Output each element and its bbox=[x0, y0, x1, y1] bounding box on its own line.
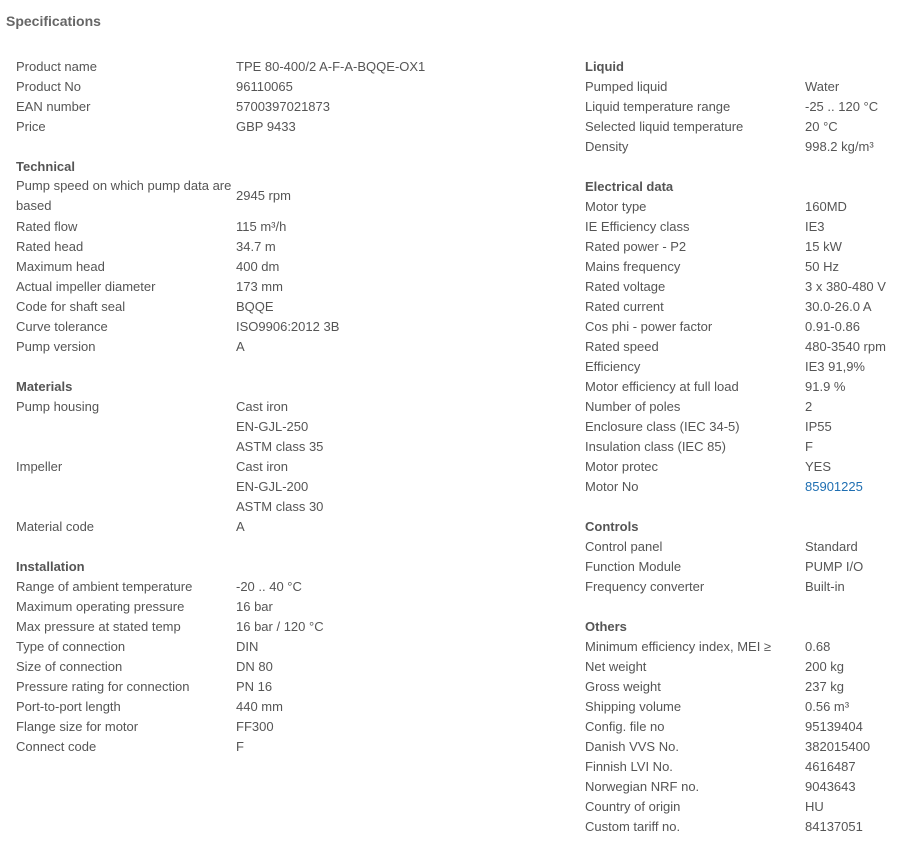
spec-label: Connect code bbox=[16, 739, 97, 754]
spec-label: Norwegian NRF no. bbox=[585, 779, 700, 794]
spec-value: 160MD bbox=[805, 199, 847, 214]
spec-row-rated-voltage bbox=[585, 277, 915, 297]
spec-label: Maximum head bbox=[16, 259, 105, 274]
spec-value: 4616487 bbox=[805, 759, 856, 774]
spec-label: Finnish LVI No. bbox=[585, 759, 673, 774]
spec-value: 5700397021873 bbox=[236, 99, 330, 114]
spec-value: Cast iron bbox=[236, 399, 289, 414]
spec-value: 2945 rpm bbox=[236, 188, 291, 203]
spec-value-group bbox=[805, 817, 863, 837]
spec-row-maximum-operating-pressure bbox=[16, 597, 576, 617]
spec-label: Material code bbox=[16, 519, 95, 534]
spec-value: 3 x 380-480 V bbox=[805, 279, 886, 294]
spec-row-motor-no bbox=[585, 477, 915, 497]
section-heading: Materials bbox=[16, 379, 73, 394]
spec-value: A bbox=[236, 339, 245, 354]
spec-row-rated-head bbox=[16, 237, 576, 257]
spec-row-flange-size-for-motor bbox=[16, 717, 576, 737]
spec-row-shipping-volume bbox=[585, 697, 915, 717]
spec-value-group bbox=[805, 777, 856, 797]
spec-row-pump-version bbox=[16, 337, 576, 357]
spec-value-group bbox=[805, 137, 874, 157]
spec-value-group bbox=[236, 397, 323, 457]
spec-value: 95139404 bbox=[805, 719, 863, 734]
spec-label: Liquid temperature range bbox=[585, 99, 731, 114]
spec-value: IE3 bbox=[805, 219, 825, 234]
spec-label: Code for shaft seal bbox=[16, 299, 126, 314]
spec-value-group bbox=[236, 257, 279, 277]
spec-label: Minimum efficiency index, MEI ≥ bbox=[585, 639, 772, 654]
spec-row-cos-phi-power-factor bbox=[585, 317, 915, 337]
spec-value-group bbox=[805, 117, 838, 137]
spec-value-group bbox=[236, 97, 330, 117]
spec-value-group bbox=[236, 457, 323, 517]
spec-label: Actual impeller diameter bbox=[16, 279, 156, 294]
spec-row-type-of-connection bbox=[16, 637, 576, 657]
spec-value-group bbox=[236, 277, 283, 297]
spec-value-group bbox=[805, 477, 863, 497]
spec-value-group bbox=[805, 417, 832, 437]
spec-row-custom-tariff-no bbox=[585, 817, 915, 837]
spec-value: 20 °C bbox=[805, 119, 838, 134]
spec-value-group bbox=[805, 577, 845, 597]
spec-label: Pump version bbox=[16, 339, 96, 354]
spec-value: IE3 91,9% bbox=[805, 359, 865, 374]
section-heading: Technical bbox=[16, 159, 76, 174]
spec-value-group bbox=[805, 277, 886, 297]
spec-value: F bbox=[805, 439, 813, 454]
spec-value: ISO9906:2012 3B bbox=[236, 319, 340, 334]
section-others bbox=[585, 617, 915, 837]
spec-label: Max pressure at stated temp bbox=[16, 619, 181, 634]
section-heading: Installation bbox=[16, 559, 85, 574]
section-electrical-data bbox=[585, 177, 915, 497]
spec-label: Port-to-port length bbox=[16, 699, 121, 714]
spec-value: 115 m³/h bbox=[236, 219, 287, 234]
spec-row-ie-efficiency-class bbox=[585, 217, 915, 237]
page-title: Specifications bbox=[6, 13, 101, 29]
spec-value-group bbox=[805, 697, 849, 717]
spec-row-port-to-port-length bbox=[16, 697, 576, 717]
spec-value-group bbox=[805, 377, 845, 397]
spec-value: 237 kg bbox=[805, 679, 845, 694]
spec-label: Motor No bbox=[585, 479, 639, 494]
motor-no-link[interactable]: 85901225 bbox=[805, 479, 863, 494]
spec-value-group bbox=[236, 517, 245, 537]
spec-label: Insulation class (IEC 85) bbox=[585, 439, 726, 454]
spec-value: Cast iron bbox=[236, 459, 289, 474]
spec-value-group bbox=[805, 217, 825, 237]
spec-value: 480-3540 rpm bbox=[805, 339, 886, 354]
spec-value-group bbox=[805, 457, 831, 477]
spec-value: ASTM class 35 bbox=[236, 439, 324, 454]
spec-label: Motor type bbox=[585, 199, 647, 214]
spec-value: DN 80 bbox=[236, 659, 273, 674]
spec-value: ASTM class 30 bbox=[236, 499, 324, 514]
spec-value: EN-GJL-200 bbox=[236, 479, 309, 494]
spec-value-group bbox=[805, 717, 863, 737]
spec-value-group bbox=[805, 337, 886, 357]
spec-row-size-of-connection bbox=[16, 657, 576, 677]
spec-value-group bbox=[805, 357, 865, 377]
spec-label: Product No bbox=[16, 79, 82, 94]
spec-row-impeller bbox=[16, 457, 576, 517]
spec-value: -25 .. 120 °C bbox=[805, 99, 879, 114]
spec-row-motor-protec bbox=[585, 457, 915, 477]
spec-label: IE Efficiency class bbox=[585, 219, 690, 234]
spec-label: Pressure rating for connection bbox=[16, 679, 190, 694]
spec-row-code-for-shaft-seal bbox=[16, 297, 576, 317]
spec-row-gross-weight bbox=[585, 677, 915, 697]
spec-label: Flange size for motor bbox=[16, 719, 139, 734]
spec-value-group bbox=[236, 737, 244, 757]
spec-row-connect-code bbox=[16, 737, 576, 757]
spec-row-control-panel bbox=[585, 537, 915, 557]
spec-row-curve-tolerance bbox=[16, 317, 576, 337]
spec-row-efficiency bbox=[585, 357, 915, 377]
section-materials bbox=[16, 377, 576, 537]
spec-value-group bbox=[236, 297, 274, 317]
spec-row-function-module bbox=[585, 557, 915, 577]
spec-row-range-of-ambient-temperature bbox=[16, 577, 576, 597]
spec-value-group bbox=[236, 717, 274, 737]
spec-row-density bbox=[585, 137, 915, 157]
left-column bbox=[16, 57, 576, 777]
spec-row-rated-speed bbox=[585, 337, 915, 357]
spec-label: Danish VVS No. bbox=[585, 739, 679, 754]
spec-value: 0.91-0.86 bbox=[805, 319, 860, 334]
section-liquid bbox=[585, 57, 915, 157]
spec-label: Net weight bbox=[585, 659, 647, 674]
spec-value: IP55 bbox=[805, 419, 832, 434]
spec-value: 173 mm bbox=[236, 279, 283, 294]
spec-label: Rated head bbox=[16, 239, 84, 254]
spec-value-group bbox=[805, 397, 812, 417]
spec-label: Enclosure class (IEC 34-5) bbox=[585, 419, 740, 434]
spec-value: 400 dm bbox=[236, 259, 280, 274]
spec-value: TPE 80-400/2 A-F-A-BQQE-OX1 bbox=[236, 59, 426, 74]
right-column bbox=[585, 57, 915, 857]
spec-row-norwegian-nrf-no bbox=[585, 777, 915, 797]
spec-value-group bbox=[236, 337, 245, 357]
spec-value: Standard bbox=[805, 539, 858, 554]
spec-row-rated-power-p2 bbox=[585, 237, 915, 257]
spec-value-group bbox=[805, 297, 872, 317]
spec-value: PN 16 bbox=[236, 679, 273, 694]
spec-value: 15 kW bbox=[805, 239, 842, 254]
spec-value: 0.56 m³ bbox=[805, 699, 850, 714]
spec-label: Config. file no bbox=[585, 719, 665, 734]
spec-value-group bbox=[805, 257, 839, 277]
spec-value: 440 mm bbox=[236, 699, 283, 714]
spec-row-product-name bbox=[16, 57, 576, 77]
spec-label: Cos phi - power factor bbox=[585, 319, 713, 334]
spec-value-group bbox=[805, 77, 839, 97]
spec-value: 16 bar / 120 °C bbox=[236, 619, 324, 634]
spec-label: Impeller bbox=[16, 459, 63, 474]
spec-value-group bbox=[805, 437, 813, 457]
spec-value-group bbox=[236, 117, 296, 137]
spec-value-group bbox=[805, 797, 824, 817]
spec-value-group bbox=[236, 657, 273, 677]
section-general bbox=[16, 57, 576, 137]
spec-row-insulation-class-iec-85 bbox=[585, 437, 915, 457]
spec-value-group bbox=[805, 97, 878, 117]
spec-label: Motor protec bbox=[585, 459, 658, 474]
spec-row-selected-liquid-temperature bbox=[585, 117, 915, 137]
spec-label: Type of connection bbox=[16, 639, 126, 654]
spec-label: Function Module bbox=[585, 559, 682, 574]
spec-label: Pumped liquid bbox=[585, 79, 668, 94]
spec-label: Maximum operating pressure bbox=[16, 599, 185, 614]
spec-label: Rated power - P2 bbox=[585, 239, 687, 254]
spec-label: Range of ambient temperature bbox=[16, 579, 193, 594]
spec-label: Pump housing bbox=[16, 399, 100, 414]
spec-label: Gross weight bbox=[585, 679, 661, 694]
spec-value-group bbox=[236, 237, 276, 257]
section-technical bbox=[16, 157, 576, 357]
spec-value: -20 .. 40 °C bbox=[236, 579, 302, 594]
spec-row-actual-impeller-diameter bbox=[16, 277, 576, 297]
spec-value-group bbox=[805, 537, 858, 557]
spec-value: 0.68 bbox=[805, 639, 831, 654]
spec-row-price bbox=[16, 117, 576, 137]
section-installation bbox=[16, 557, 576, 757]
spec-value: FF300 bbox=[236, 719, 274, 734]
spec-label: Number of poles bbox=[585, 399, 681, 414]
spec-row-danish-vvs-no bbox=[585, 737, 915, 757]
spec-row-number-of-poles bbox=[585, 397, 915, 417]
spec-value: 2 bbox=[805, 399, 813, 414]
spec-row-ean-number bbox=[16, 97, 576, 117]
spec-value: 30.0-26.0 A bbox=[805, 299, 872, 314]
spec-value: 91.9 % bbox=[805, 379, 846, 394]
spec-row-motor-type bbox=[585, 197, 915, 217]
spec-value: GBP 9433 bbox=[236, 119, 296, 134]
spec-value-group bbox=[236, 697, 283, 717]
spec-value: PUMP I/O bbox=[805, 559, 864, 574]
spec-value: YES bbox=[805, 459, 832, 474]
section-controls bbox=[585, 517, 915, 597]
spec-label: EAN number bbox=[16, 99, 91, 114]
spec-value: A bbox=[236, 519, 245, 534]
spec-value-group bbox=[236, 617, 324, 637]
spec-row-net-weight bbox=[585, 657, 915, 677]
spec-row-maximum-head bbox=[16, 257, 576, 277]
spec-row-product-no bbox=[16, 77, 576, 97]
spec-value: BQQE bbox=[236, 299, 274, 314]
spec-value-group bbox=[805, 757, 856, 777]
spec-label: Efficiency bbox=[585, 359, 641, 374]
spec-value: 96110065 bbox=[236, 79, 293, 94]
spec-row-pump-housing bbox=[16, 397, 576, 457]
spec-value: DIN bbox=[236, 639, 259, 654]
spec-label: Product name bbox=[16, 59, 97, 74]
spec-label: Rated current bbox=[585, 299, 664, 314]
spec-label: Selected liquid temperature bbox=[585, 119, 744, 134]
spec-row-pumped-liquid bbox=[585, 77, 915, 97]
spec-row-motor-efficiency-at-full-load bbox=[585, 377, 915, 397]
spec-value: F bbox=[236, 739, 244, 754]
spec-value: 84137051 bbox=[805, 819, 863, 834]
spec-value-group bbox=[805, 557, 863, 577]
spec-row-finnish-lvi-no bbox=[585, 757, 915, 777]
spec-label: Curve tolerance bbox=[16, 319, 108, 334]
spec-label: Rated speed bbox=[585, 339, 659, 354]
spec-value-group bbox=[805, 237, 842, 257]
spec-label: Shipping volume bbox=[585, 699, 682, 714]
section-heading: Controls bbox=[585, 519, 639, 534]
spec-value: 200 kg bbox=[805, 659, 845, 674]
section-heading: Electrical data bbox=[585, 179, 674, 194]
spec-row-material-code bbox=[16, 517, 576, 537]
spec-row-liquid-temperature-range bbox=[585, 97, 915, 117]
spec-row-country-of-origin bbox=[585, 797, 915, 817]
spec-label: Price bbox=[16, 119, 46, 134]
spec-value-group bbox=[236, 577, 302, 597]
spec-value-group bbox=[236, 597, 273, 617]
spec-label: Size of connection bbox=[16, 659, 123, 674]
spec-value-group bbox=[805, 737, 870, 757]
spec-value: EN-GJL-250 bbox=[236, 419, 309, 434]
spec-row-rated-current bbox=[585, 297, 915, 317]
spec-value-group bbox=[805, 637, 830, 657]
spec-row-enclosure-class-iec-34-5 bbox=[585, 417, 915, 437]
spec-value-group bbox=[236, 637, 258, 657]
spec-value-group bbox=[236, 677, 272, 697]
spec-value: 34.7 m bbox=[236, 239, 276, 254]
spec-label: Country of origin bbox=[585, 799, 681, 814]
spec-row-pump-speed-on-which-pump-data-are-based bbox=[16, 177, 576, 215]
spec-label: Density bbox=[585, 139, 629, 154]
spec-value-group bbox=[236, 217, 286, 237]
spec-label: Control panel bbox=[585, 539, 663, 554]
spec-value: Built-in bbox=[805, 579, 845, 594]
spec-value-group bbox=[236, 317, 339, 337]
spec-value: HU bbox=[805, 799, 824, 814]
spec-value: 9043643 bbox=[805, 779, 856, 794]
spec-value-group bbox=[805, 317, 860, 337]
spec-row-mains-frequency bbox=[585, 257, 915, 277]
spec-value: Water bbox=[805, 79, 840, 94]
spec-row-max-pressure-at-stated-temp bbox=[16, 617, 576, 637]
spec-value-group bbox=[805, 657, 844, 677]
spec-row-pressure-rating-for-connection bbox=[16, 677, 576, 697]
spec-value-group bbox=[236, 77, 293, 97]
spec-row-rated-flow bbox=[16, 217, 576, 237]
spec-value: 50 Hz bbox=[805, 259, 839, 274]
spec-label: Mains frequency bbox=[585, 259, 681, 274]
spec-value-group bbox=[805, 677, 844, 697]
spec-label: Motor efficiency at full load bbox=[585, 379, 739, 394]
spec-label: Rated flow bbox=[16, 219, 78, 234]
spec-value-group bbox=[236, 186, 291, 206]
spec-value-group bbox=[805, 197, 847, 217]
spec-row-config-file-no bbox=[585, 717, 915, 737]
spec-value: 382015400 bbox=[805, 739, 871, 754]
spec-label: Pump speed on which pump data are based bbox=[16, 178, 232, 213]
spec-row-frequency-converter bbox=[585, 577, 915, 597]
spec-label: Custom tariff no. bbox=[585, 819, 681, 834]
spec-label: Rated voltage bbox=[585, 279, 666, 294]
spec-row-minimum-efficiency-index-mei bbox=[585, 637, 915, 657]
spec-label: Frequency converter bbox=[585, 579, 705, 594]
spec-value: 16 bar bbox=[236, 599, 273, 614]
section-heading: Liquid bbox=[585, 59, 624, 74]
spec-value-group bbox=[236, 57, 425, 77]
section-heading: Others bbox=[585, 619, 627, 634]
spec-value: 998.2 kg/m³ bbox=[805, 139, 874, 154]
